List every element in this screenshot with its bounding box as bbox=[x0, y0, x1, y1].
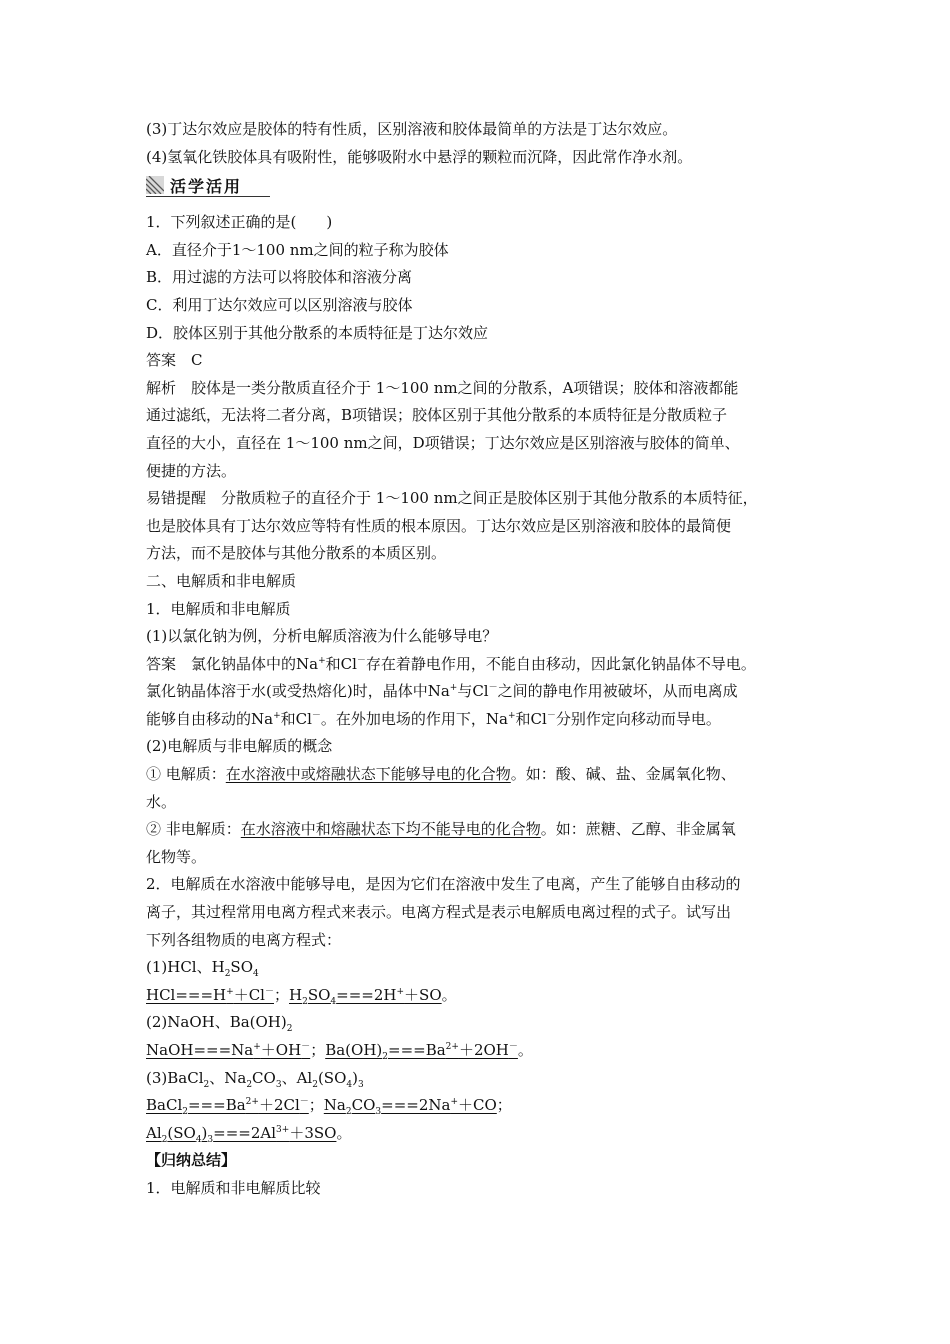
definition-continuation: 水。 bbox=[146, 792, 177, 811]
equation-group-3: (3)BaCl$_2$、$Na_2CO_3$、$Al_2(SO_4)_3$ bbox=[146, 1068, 364, 1090]
answer-line: 能够自由移动的Na+和Cl－。在外加电场的作用下，Na+和Cl－分别作定向移动而导电。 bbox=[146, 709, 721, 728]
tip-line: 易错提醒 分散质粒子的直径介于 1～100 nm之间正是胶体区别于其他分散系的本质特征， bbox=[146, 489, 758, 508]
option-d: D．胶体区别于其他分散系的本质特征是丁达尔效应 bbox=[146, 323, 489, 342]
ionization-intro: 下列各组物质的电离方程式： bbox=[146, 930, 342, 949]
analysis-line: 直径的大小，直径在 1～100 nm之间，D项错误；丁达尔效应是区别溶液与胶体的简单、 bbox=[146, 433, 740, 452]
diagonal-stripes-icon bbox=[146, 176, 164, 194]
option-c: C．利用丁达尔效应可以区别溶液与胶体 bbox=[146, 295, 413, 314]
tip-line: 也是胶体具有丁达尔效应等特有性质的根本原因。丁达尔效应是区别溶液和胶体的最简便 bbox=[146, 516, 732, 535]
equation-2: NaOH===Na+＋OH－；$Ba(OH)_2===Ba^{2+}+2OH^-$。 bbox=[146, 1041, 533, 1062]
definition-continuation: 化物等。 bbox=[146, 847, 207, 866]
sub-question: (1)以氯化钠为例，分析电解质溶液为什么能够导电？ bbox=[146, 627, 498, 646]
document-page bbox=[146, 116, 816, 1203]
section-header bbox=[146, 171, 816, 199]
equation-group-1: (1)HCl、$H_2SO_4$ bbox=[146, 958, 259, 980]
answer: 答案 C bbox=[146, 351, 203, 370]
sub-heading: 1．电解质和非电解质 bbox=[146, 599, 291, 618]
analysis-line: 通过滤纸，无法将二者分离，B项错误；胶体区别于其他分散系的本质特征是分散质粒子 bbox=[146, 406, 728, 425]
ionization-intro: 离子，其过程常用电离方程式来表示。电离方程式是表示电解质电离过程的式子。试写出 bbox=[146, 903, 732, 922]
answer-line: 答案 氯化钠晶体中的Na+和Cl－存在着静电作用，不能自由移动，因此氯化钠晶体不导电。 bbox=[146, 654, 756, 673]
definition-nonelectrolyte: ② 非电解质：在水溶液中和熔融状态下均不能导电的化合物。如：蔗糖、乙醇、非金属氧 bbox=[146, 820, 736, 839]
paragraph-3: (3)丁达尔效应是胶体的特有性质，区别溶液和胶体最简单的方法是丁达尔效应。 bbox=[146, 120, 678, 138]
section-title: 活学活用 bbox=[170, 177, 243, 197]
tip-line: 方法，而不是胶体与其他分散系的本质区别。 bbox=[146, 544, 447, 563]
equation-3: $BaCl_2===Ba^{2+}+2Cl^-$；$Na_2CO_3===2Na^++CO$； bbox=[146, 1096, 512, 1118]
question-stem: 1．下列叙述正确的是( ) bbox=[146, 213, 333, 232]
ionization-intro: 2．电解质在水溶液中能够导电，是因为它们在溶液中发生了电离，产生了能够自由移动的 bbox=[146, 875, 741, 894]
answer-line: 氯化钠晶体溶于水(或受热熔化)时，晶体中Na+与Cl－之间的静电作用被破坏，从而电离成 bbox=[146, 682, 738, 701]
definition-electrolyte: ① 电解质：在水溶液中或熔融状态下能够导电的化合物。如：酸、碱、盐、金属氧化物、 bbox=[146, 765, 736, 784]
part2-heading: 二、电解质和非电解质 bbox=[146, 571, 297, 590]
equation-4: $Al_2(SO_4)_3===2Al^{3+}+3SO$。 bbox=[146, 1123, 352, 1145]
analysis-line: 便捷的方法。 bbox=[146, 461, 237, 480]
option-b: B．用过滤的方法可以将胶体和溶液分离 bbox=[146, 268, 413, 287]
paragraph-4: (4)氢氧化铁胶体具有吸附性，能够吸附水中悬浮的颗粒而沉降，因此常作净水剂。 bbox=[146, 147, 693, 166]
option-a: A．直径介于1～100 nm之间的粒子称为胶体 bbox=[146, 240, 449, 259]
summary-item: 1．电解质和非电解质比较 bbox=[146, 1178, 321, 1197]
analysis-line: 解析 胶体是一类分散质直径介于 1～100 nm之间的分散系，A项错误；胶体和溶液都能 bbox=[146, 378, 739, 397]
equation-group-2: (2)NaOH、$Ba(OH)_2$ bbox=[146, 1013, 293, 1035]
section-rule bbox=[146, 196, 270, 197]
summary-heading: 【归纳总结】 bbox=[146, 1151, 237, 1170]
equation-1: HCl===H+＋Cl－；$H_2SO_4===2H^++SO$。 bbox=[146, 985, 457, 1007]
sub-question: (2)电解质与非电解质的概念 bbox=[146, 737, 333, 756]
